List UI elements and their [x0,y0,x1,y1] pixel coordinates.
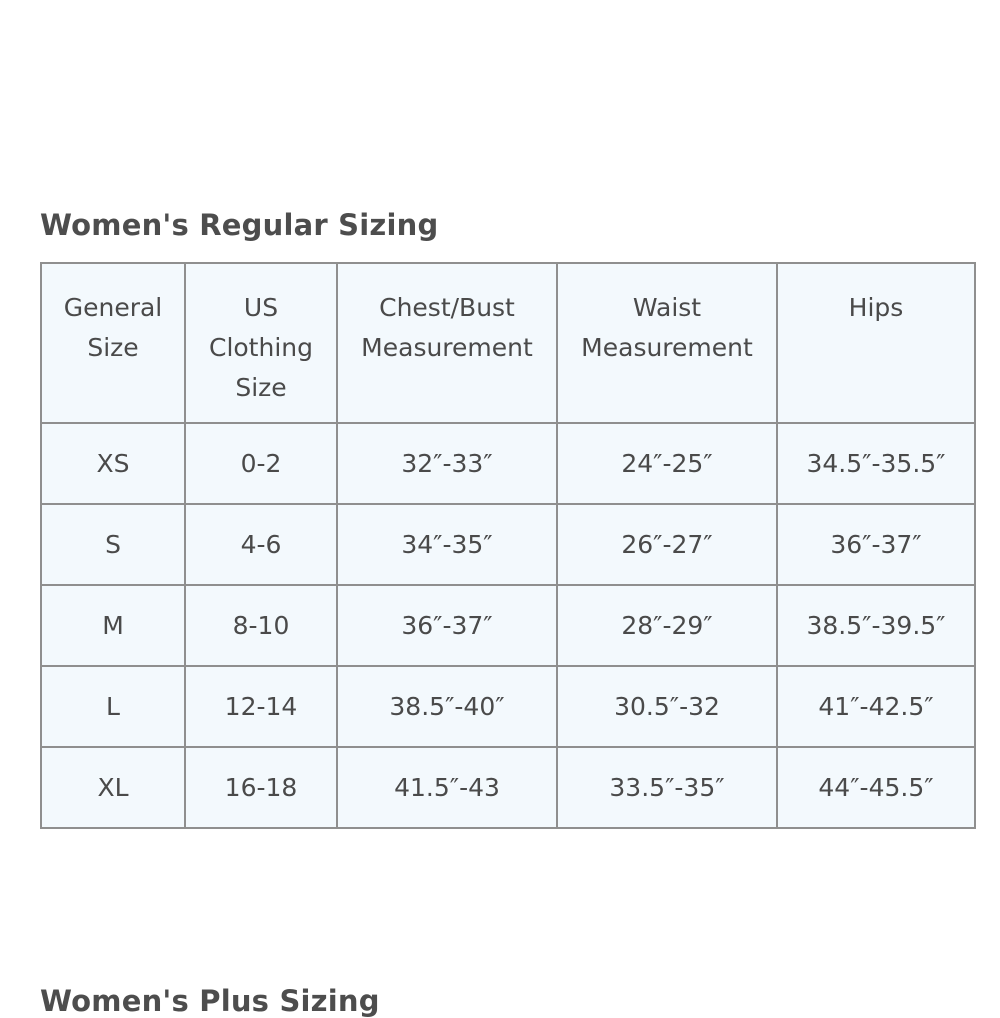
cell-us-size: 8-10 [185,585,337,666]
header-text: Clothing [208,333,313,362]
header-hips [777,263,975,423]
cell-waist: 26″-27″ [557,504,777,585]
cell-us-size: 4-6 [185,504,337,585]
header-text: US [243,293,279,322]
cell-us-size: 0-2 [185,423,337,504]
header-text: Chest/Bust [379,293,515,322]
cell-waist: 24″-25″ [557,423,777,504]
cell-us-size: 12-14 [185,666,337,747]
size-chart-table [40,262,976,829]
cell-hips: 44″-45.5″ [777,747,975,828]
cell-general-size: L [41,666,185,747]
section-title-plus-sizing: Women's Plus Sizing [40,984,380,1018]
table-row [41,504,975,585]
header-text: Hips [848,293,904,322]
header-text: Size [87,333,139,362]
header-row [41,263,975,423]
header-text: Measurement [581,333,753,362]
cell-chest-bust: 34″-35″ [337,504,557,585]
header-text: Size [235,373,287,402]
table-row [41,585,975,666]
table-row [41,747,975,828]
cell-general-size: XS [41,423,185,504]
header-text: General [63,293,163,322]
cell-hips: 36″-37″ [777,504,975,585]
header-waist [557,263,777,423]
cell-general-size: M [41,585,185,666]
cell-chest-bust: 32″-33″ [337,423,557,504]
cell-chest-bust: 36″-37″ [337,585,557,666]
header-text: Measurement [361,333,533,362]
header-us-clothing-size [185,263,337,423]
cell-hips: 34.5″-35.5″ [777,423,975,504]
header-general-size [41,263,185,423]
cell-us-size: 16-18 [185,747,337,828]
table-row [41,423,975,504]
cell-chest-bust: 41.5″-43 [337,747,557,828]
cell-general-size: XL [41,747,185,828]
cell-hips: 38.5″-39.5″ [777,585,975,666]
header-chest-bust [337,263,557,423]
cell-waist: 28″-29″ [557,585,777,666]
cell-hips: 41″-42.5″ [777,666,975,747]
cell-waist: 30.5″-32 [557,666,777,747]
cell-general-size: S [41,504,185,585]
cell-chest-bust: 38.5″-40″ [337,666,557,747]
table-row [41,666,975,747]
section-title-regular-sizing: Women's Regular Sizing [40,208,439,242]
header-text: Waist [632,293,702,322]
cell-waist: 33.5″-35″ [557,747,777,828]
